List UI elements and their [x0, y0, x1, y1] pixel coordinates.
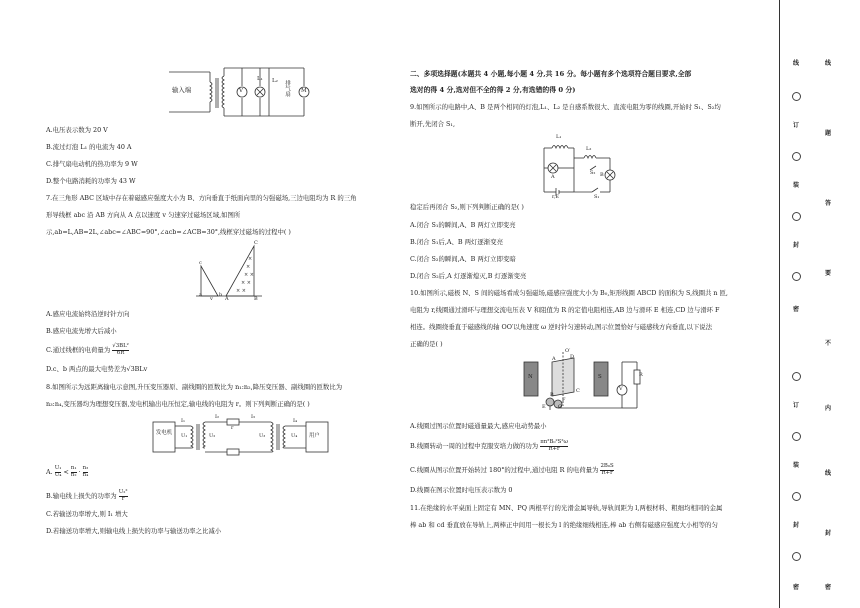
q6-option-d: D.整个电路消耗的功率为 43 W	[46, 177, 136, 185]
q7-stem-line2: 形导线框 abc 沿 AB 方向从 A 点以速度 v 匀速穿过磁场区域,如图所	[46, 211, 241, 219]
fraction-n34	[83, 466, 89, 478]
q8-stem-line2: n₃:n₄,变压器均为理想变压器,发电机输出电压恒定,输电线的电阻为 r。则下列判断正确的是( )	[46, 400, 310, 408]
l1-label: L₁	[257, 76, 263, 82]
fraction-numerator: πn²B₀²S²ω	[540, 439, 568, 445]
q8-option-d: D.若输送功率增大,则输电线上损失的功率与输送功率之比减小	[46, 527, 222, 535]
binding-char: 封	[793, 522, 800, 529]
motor-symbol: M	[301, 88, 307, 94]
q8-option-b	[46, 490, 128, 502]
q10-option-c	[410, 464, 614, 476]
q7-label-c: c	[199, 260, 202, 266]
fraction-numerator: √3BL²	[112, 343, 129, 349]
binding-hole	[792, 552, 801, 561]
q10-label-a: A	[552, 356, 556, 362]
q11-stem-line1: 11.在绝缘的水平桌面上固定有 MN、PQ 两根平行的光滑金属导轨,导轨间距为 l,两根材料、粗细均相同的金属	[410, 504, 723, 512]
q10-option-a: A.线圈过图示位置时磁通量最大,感应电动势最小	[410, 422, 547, 430]
multiply-dot: ·	[78, 468, 81, 477]
q7-option-c	[46, 344, 129, 356]
section-title-line2: 选对的得 4 分,选对但不全的得 2 分,有选错的得 0 分)	[410, 86, 576, 94]
fraction-denominator: R+r	[601, 469, 613, 476]
q7-label-v: v	[210, 296, 213, 302]
q10-stem-line2: 电阻为 r,线圈通过滑环与理想交流电压表 V 和阻值为 R 的定值电阻相连,AB 边与滑环 E 相连,CD 边与滑环 F	[410, 306, 720, 314]
q10-stem-line3: 相连。线圈绕垂直于磁感线的轴 OO′以角速度 ω 逆时针匀速转动,图示位置恰好与磁感线方向垂直,以下说法	[410, 323, 713, 331]
binding-char: 要	[825, 270, 832, 277]
binding-hole	[792, 372, 801, 381]
binding-hole	[792, 152, 801, 161]
fraction-numerator: n₁	[70, 465, 77, 471]
fraction-numerator: n₃	[82, 465, 89, 471]
resistance-r-label: r	[231, 425, 234, 431]
q9-option-a: A.闭合 S₁的瞬间,A、B 两灯立即变亮	[410, 221, 516, 229]
fraction-denominator: R+r	[548, 445, 560, 452]
q8-option-c: C.若输送功率增大,则 I₁ 增大	[46, 510, 128, 518]
q9-option-b: B.闭合 S₁后,A、B 两灯逐渐变亮	[410, 238, 503, 246]
voltmeter-symbol: V	[239, 88, 243, 94]
fraction-numerator: 2B₀S	[600, 463, 614, 469]
q10-label-e: E	[542, 404, 546, 410]
binding-char: 封	[825, 530, 832, 537]
q8-option-b-text: B.输电线上损失的功率为	[46, 492, 117, 501]
q8-option-b-fraction	[119, 490, 128, 502]
q10-option-d: D.线圈在图示位置时电压表示数为 0	[410, 486, 513, 494]
q10-label-d: D	[570, 354, 575, 360]
q10-label-v: V	[619, 386, 623, 392]
q6-option-a: A.电压表示数为 20 V	[46, 126, 108, 134]
binding-char: 题	[825, 130, 832, 137]
generator-label: 发电机	[155, 430, 173, 436]
q9-label-l2: L₂	[586, 146, 592, 152]
binding-char: 内	[825, 405, 832, 412]
q10-generator-figure	[522, 348, 643, 412]
binding-char: 订	[793, 402, 800, 409]
q7-triangle-figure	[196, 236, 266, 302]
q10-label-o: O	[558, 404, 563, 410]
q9-label-re: r,E	[552, 194, 560, 200]
q6-option-c: C.排气扇电动机的热功率为 9 W	[46, 160, 138, 168]
q9-label-b: B	[600, 172, 604, 178]
q7-label-C: C	[254, 240, 258, 246]
q10-label-n: N	[528, 374, 533, 380]
q7-label-a: a	[199, 292, 202, 298]
binding-char: 密	[825, 584, 832, 591]
q9-label-s1: S₁	[594, 194, 600, 200]
input-label: 输入端	[172, 86, 192, 94]
q9-option-c: C.闭合 S₂的瞬间,A、B 两灯立即变暗	[410, 255, 516, 263]
q6-option-b: B.流过灯泡 L₁ 的电流为 40 A	[46, 143, 132, 151]
q7-stem-line3: 示,ab=L,AB=2L,∠abc=∠ABC=90°,∠acb=∠ACB=30°,线框穿过磁场的过程中( )	[46, 228, 291, 236]
q10-label-s: S	[598, 374, 602, 380]
i2-label: I₂	[215, 414, 219, 420]
binding-margin	[777, 0, 860, 608]
q11-stem-line2: 棒 ab 和 cd 垂直放在导轨上,两棒正中间用一根长为 l 的绝缘细线相连,棒 ab 右侧有磁感应强度大小相等的匀	[410, 521, 718, 529]
q9-circuit-figure	[538, 132, 618, 202]
q7-stem-line1: 7.在三角形 ABC 区域中存在着磁感应强度大小为 B、方向垂直于纸面向里的匀强磁场,三边电阻均为 R 的三角	[46, 194, 357, 202]
binding-hole	[792, 92, 801, 101]
q7-option-b: B.感应电流先增大后减小	[46, 327, 117, 335]
q8-transmission-figure	[151, 414, 333, 460]
fraction-denominator: U₄	[54, 471, 62, 478]
option-letter: A.	[46, 468, 53, 477]
q10-label-o2: O′	[565, 348, 571, 354]
binding-char: 线	[825, 470, 832, 477]
q10-label-f: F	[562, 397, 566, 403]
q10-label-r: R	[639, 372, 643, 378]
svg-text:× ×: × ×	[241, 280, 251, 286]
fraction-denominator: r	[121, 495, 125, 502]
u4-label: U₄	[291, 433, 298, 439]
section-title-line1: 二、多项选择题(本题共 4 小题,每小题 4 分,共 16 分。每小题有多个选项符合题目要求,全部	[410, 70, 692, 78]
fraction-numerator: U₂²	[118, 489, 128, 495]
q9-label-l1: L₁	[556, 134, 562, 140]
q9-line: 稳定后再闭合 S₂,则下列判断正确的是( )	[410, 203, 524, 211]
q8-option-a	[46, 466, 88, 478]
q10-option-b-fraction	[540, 440, 568, 452]
q7-label-B: B	[254, 296, 258, 302]
fraction-n12	[71, 466, 77, 478]
q10-option-c-fraction	[600, 464, 613, 476]
q10-label-b: B	[550, 392, 554, 398]
binding-char: 订	[793, 122, 800, 129]
binding-char: 封	[793, 242, 800, 249]
binding-char: 密	[793, 584, 800, 591]
svg-text:×: ×	[248, 256, 253, 262]
fraction-numerator: U₁	[54, 465, 62, 471]
fraction-denominator: n₄	[82, 471, 89, 478]
binding-char: 答	[825, 200, 832, 207]
q10-stem-line1: 10.如图所示,磁极 N、S 间的磁场看成匀强磁场,磁感应强度大小为 B₀,矩形线圈 ABCD 的面积为 S,线圈共 n 匝,	[410, 289, 728, 297]
svg-text:×: ×	[246, 264, 251, 270]
q9-stem-line1: 9.如图所示的电路中,A、B 是两个相同的灯泡,L₁、L₂ 是自感系数很大、直流电阻为零的线圈,开始时 S₁、S₂均	[410, 103, 721, 111]
q9-stem-line2: 断开,先闭合 S₁,	[410, 120, 455, 128]
q7-option-d: D.c、b 两点的最大电势差为√3BLv	[46, 365, 148, 373]
q7-option-c-text: C.通过线框的电荷量为	[46, 346, 111, 355]
q7-option-a: A.感应电流始终沿逆时针方向	[46, 310, 130, 318]
u3-label: U₃	[259, 433, 266, 439]
q10-option-b-text: B.线圈转动一周的过程中克服安培力做的功为	[410, 442, 539, 451]
binding-hole	[792, 212, 801, 221]
q6-circuit-figure	[164, 64, 314, 119]
binding-char: 装	[793, 462, 800, 469]
svg-text:× ×: × ×	[236, 288, 246, 294]
binding-char: 密	[793, 306, 800, 313]
fan-label: 排气扇	[283, 80, 290, 97]
svg-text:× ×: × ×	[244, 272, 254, 278]
q9-label-s2: S₂	[590, 170, 596, 176]
fraction-denominator: 6R	[116, 349, 125, 356]
binding-char: 线	[793, 60, 800, 67]
binding-char: 装	[793, 182, 800, 189]
binding-line	[779, 0, 780, 608]
fraction-denominator: n₂	[70, 471, 77, 478]
q7-label-b: b	[219, 292, 223, 298]
u2-label: U₂	[209, 433, 216, 439]
q7-option-c-fraction	[112, 344, 129, 356]
binding-hole	[792, 272, 801, 281]
relation-sign: <	[63, 468, 69, 477]
q10-option-c-text: C.线圈从图示位置开始转过 180°的过程中,通过电阻 R 的电荷量为	[410, 466, 599, 475]
l2-label: L₂	[272, 78, 278, 84]
binding-hole	[792, 492, 801, 501]
i4-label: I₄	[293, 418, 297, 424]
q7-label-A: A	[225, 296, 229, 302]
q10-label-c: C	[576, 388, 580, 394]
i1-label: I₁	[181, 418, 185, 424]
q10-stem-line4: 正确的是( )	[410, 340, 443, 348]
q9-label-a: A	[551, 174, 555, 180]
fraction-u	[55, 466, 62, 478]
q8-stem-line1: 8.如图所示为远距离输电示意图,升压变压器原、副线圈的匝数比为 n₁:n₂,降压变压器、副线圈的匝数比为	[46, 383, 343, 391]
q10-option-b	[410, 440, 568, 452]
binding-char: 线	[825, 60, 832, 67]
i3-label: I₃	[251, 414, 255, 420]
binding-hole	[792, 432, 801, 441]
q9-option-d: D.闭合 S₂后,A 灯逐渐熄灭,B 灯逐渐变亮	[410, 272, 527, 280]
binding-char: 不	[825, 340, 832, 347]
u1-label: U₁	[181, 433, 188, 439]
user-label: 用户	[309, 433, 320, 439]
